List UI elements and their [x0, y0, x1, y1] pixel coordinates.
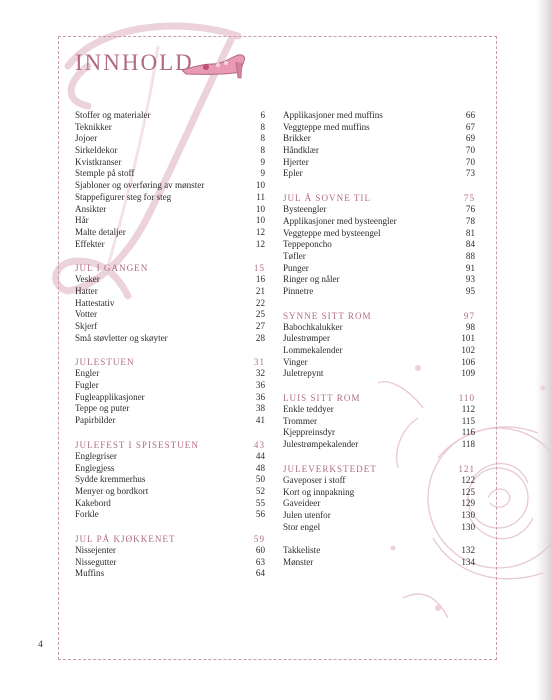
entry-label: Punger — [283, 262, 309, 273]
toc-entry — [75, 227, 265, 239]
entry-label: Englegjess — [75, 462, 115, 473]
section-page-number: 43 — [253, 439, 265, 450]
entry-label: Håndklær — [283, 145, 319, 156]
entry-page-number: 66 — [465, 110, 475, 120]
entry-page-number: 8 — [260, 145, 265, 156]
entry-page-number: 122 — [461, 474, 475, 485]
toc-entry — [75, 286, 265, 298]
toc-section-heading — [283, 380, 475, 404]
toc-entry — [283, 286, 475, 298]
entry-page-number: 134 — [461, 556, 475, 567]
toc-entry — [283, 345, 475, 357]
entry-page-number: 102 — [461, 345, 475, 355]
toc-entry — [283, 522, 475, 534]
entry-label: Stappefigurer steg for steg — [75, 191, 172, 202]
toc-entry — [75, 498, 265, 510]
toc-entry — [75, 474, 265, 486]
toc-entry — [283, 333, 475, 345]
entry-page-number: 60 — [255, 544, 265, 555]
entry-page-number: 73 — [465, 168, 475, 179]
toc-entry — [75, 309, 265, 321]
entry-label: Veggteppe med bysteengel — [283, 227, 381, 238]
toc-entry — [283, 228, 475, 240]
toc-entry — [283, 251, 475, 263]
entry-page-number: 8 — [260, 121, 265, 132]
entry-label: Applikasjoner med muffins — [283, 110, 383, 120]
entry-page-number: 129 — [461, 498, 475, 509]
toc-entry — [75, 392, 265, 404]
entry-page-number: 50 — [255, 474, 265, 485]
entry-page-number: 10 — [255, 203, 265, 214]
entry-page-number: 81 — [465, 227, 475, 238]
toc-entry — [75, 451, 265, 463]
entry-page-number: 52 — [255, 485, 265, 496]
entry-page-number: 28 — [255, 332, 265, 343]
toc-entry — [75, 110, 265, 122]
entry-page-number: 44 — [255, 450, 265, 461]
entry-label: Julestrømper — [283, 333, 330, 344]
entry-label: Teppeponcho — [283, 239, 332, 250]
entry-page-number: 12 — [255, 226, 265, 237]
entry-page-number: 55 — [255, 497, 265, 508]
entry-label: Nissegutter — [75, 556, 117, 567]
entry-label: Skjerf — [75, 321, 98, 331]
entry-page-number: 6 — [260, 110, 265, 120]
entry-page-number: 130 — [461, 509, 475, 520]
entry-page-number: 78 — [465, 215, 475, 226]
entry-label: Babochkalukker — [283, 321, 343, 332]
toc-section-heading — [283, 451, 475, 475]
entry-page-number: 16 — [255, 274, 265, 285]
toc-entry — [283, 274, 475, 286]
high-heel-shoe-icon — [178, 50, 248, 80]
entry-page-number: 22 — [255, 297, 265, 308]
entry-page-number: 130 — [461, 521, 475, 532]
entry-label: Applikasjoner med bysteengler — [283, 215, 397, 226]
toc-entry — [75, 415, 265, 427]
entry-label: Epler — [283, 168, 303, 179]
toc-entry — [283, 204, 475, 216]
toc-entry — [75, 204, 265, 216]
entry-label: Fugleapplikasjoner — [75, 391, 145, 402]
entry-page-number: 101 — [461, 333, 475, 344]
entry-label: Teknikker — [75, 121, 112, 132]
section-label: JULEVERKSTEDET — [283, 463, 377, 474]
entry-label: Stor engel — [283, 521, 321, 532]
toc-entry — [283, 157, 475, 169]
entry-label: Ringer og nåler — [283, 274, 340, 285]
section-label: JUL PÅ KJØKKENET — [75, 533, 176, 544]
toc-entry — [283, 475, 475, 487]
entry-page-number: 56 — [255, 509, 265, 520]
entry-page-number: 132 — [461, 544, 475, 555]
entry-page-number: 41 — [255, 415, 265, 426]
entry-label: Takkeliste — [283, 544, 321, 555]
entry-page-number: 25 — [255, 309, 265, 320]
entry-page-number: 36 — [255, 391, 265, 402]
toc-section-heading — [75, 344, 265, 368]
entry-label: Vesker — [75, 274, 100, 285]
entry-label: Gaveposer i stoff — [283, 474, 346, 485]
entry-label: Forkle — [75, 509, 99, 520]
entry-label: Engler — [75, 368, 100, 379]
entry-page-number: 125 — [461, 486, 475, 497]
section-page-number: 121 — [458, 463, 475, 474]
toc-entry — [75, 180, 265, 192]
entry-label: Kvistkranser — [75, 156, 122, 167]
entry-page-number: 88 — [465, 250, 475, 261]
toc-section-heading — [283, 298, 475, 322]
entry-page-number: 27 — [255, 321, 265, 331]
toc-entry — [75, 122, 265, 134]
toc-section-heading — [75, 427, 265, 451]
toc-entry — [283, 416, 475, 428]
entry-label: Menyer og bordkort — [75, 485, 149, 496]
entry-label: Mønster — [283, 556, 314, 567]
toc-entry — [75, 321, 265, 333]
toc-entry — [283, 510, 475, 522]
entry-label: Sydde kremmerhus — [75, 474, 146, 485]
section-page-number: 15 — [253, 263, 265, 274]
section-page-number: 75 — [463, 193, 475, 204]
entry-label: Enkle teddyer — [283, 404, 334, 415]
entry-page-number: 112 — [461, 404, 475, 415]
toc-entry — [75, 274, 265, 286]
toc-spacer — [283, 533, 475, 545]
entry-page-number: 109 — [461, 368, 475, 379]
toc-right-column — [283, 110, 475, 568]
toc-entry — [283, 216, 475, 228]
toc-entry — [75, 463, 265, 475]
section-label: JULEFEST I SPISESTUEN — [75, 439, 199, 450]
entry-label: Gaveideer — [283, 498, 321, 509]
toc-section-heading — [75, 250, 265, 274]
toc-entry — [283, 263, 475, 275]
entry-page-number: 10 — [255, 215, 265, 226]
entry-label: Vinger — [283, 356, 308, 367]
entry-label: Teppe og puter — [75, 403, 130, 414]
toc-entry — [283, 133, 475, 145]
entry-label: Hattestativ — [75, 297, 115, 308]
toc-entry — [283, 404, 475, 416]
entry-page-number: 70 — [465, 145, 475, 156]
toc-entry — [75, 486, 265, 498]
toc-entry — [75, 157, 265, 169]
entry-page-number: 48 — [255, 462, 265, 473]
toc-entry — [283, 427, 475, 439]
toc-entry — [75, 192, 265, 204]
section-page-number: 97 — [463, 310, 475, 321]
entry-label: Pinnetre — [283, 285, 314, 296]
toc-entry — [283, 110, 475, 122]
entry-label: Små støvletter og skøyter — [75, 332, 168, 343]
toc-entry — [283, 145, 475, 157]
entry-page-number: 115 — [461, 415, 475, 426]
toc-entry — [75, 368, 265, 380]
entry-page-number: 95 — [465, 285, 475, 296]
entry-page-number: 106 — [461, 356, 475, 367]
toc-section-heading — [75, 521, 265, 545]
page-number: 4 — [38, 640, 43, 650]
entry-page-number: 8 — [260, 133, 265, 144]
entry-page-number: 93 — [465, 274, 475, 285]
entry-page-number: 32 — [255, 368, 265, 379]
entry-label: Julestrømpekalender — [283, 439, 359, 450]
entry-page-number: 11 — [256, 191, 265, 202]
toc-entry — [75, 168, 265, 180]
entry-page-number: 70 — [465, 156, 475, 167]
entry-label: Kakebord — [75, 497, 111, 508]
toc-entry — [75, 509, 265, 521]
section-label: JULESTUEN — [75, 357, 135, 368]
section-label: SYNNE SITT ROM — [283, 310, 372, 321]
entry-label: Votter — [75, 309, 98, 320]
entry-label: Trommer — [283, 415, 318, 426]
entry-label: Stemple på stoff — [75, 168, 135, 179]
toc-entry — [75, 145, 265, 157]
page-title: INNHOLD — [75, 50, 194, 75]
entry-page-number: 63 — [255, 556, 265, 567]
toc-entry — [75, 557, 265, 569]
entry-page-number: 91 — [465, 262, 475, 273]
entry-label: Effekter — [75, 238, 105, 249]
entry-label: Bysteengler — [283, 204, 327, 215]
toc-entry — [283, 357, 475, 369]
section-label: JUL I GANGEN — [75, 263, 149, 274]
toc-entry — [283, 122, 475, 134]
toc-entry — [283, 239, 475, 251]
entry-label: Brikker — [283, 133, 311, 144]
entry-label: Englegriser — [75, 450, 117, 461]
toc-entry — [75, 298, 265, 310]
entry-label: Hjerter — [283, 156, 309, 167]
toc-left-column — [75, 110, 265, 580]
entry-page-number: 118 — [461, 439, 475, 450]
toc-entry — [283, 368, 475, 380]
toc-entry — [283, 498, 475, 510]
toc-entry — [283, 168, 475, 180]
entry-label: Stoffer og materialer — [75, 110, 151, 120]
entry-label: Fugler — [75, 380, 99, 391]
entry-label: Sirkeldekor — [75, 145, 118, 156]
toc-entry — [75, 380, 265, 392]
entry-page-number: 76 — [465, 204, 475, 215]
section-label: LUIS SITT ROM — [283, 393, 361, 404]
entry-label: Sjabloner og overføring av mønster — [75, 180, 205, 191]
entry-page-number: 12 — [255, 238, 265, 249]
entry-label: Muffins — [75, 568, 105, 579]
entry-page-number: 84 — [465, 239, 475, 250]
section-page-number: 59 — [253, 533, 265, 544]
entry-label: Julen utenfor — [283, 509, 331, 520]
entry-page-number: 98 — [465, 321, 475, 332]
entry-label: Hatter — [75, 285, 98, 296]
entry-label: Lommekalender — [283, 345, 343, 355]
entry-label: Jojoer — [75, 133, 98, 144]
toc-entry — [283, 557, 475, 569]
entry-page-number: 9 — [260, 156, 265, 167]
entry-label: Papirbilder — [75, 415, 116, 426]
section-page-number: 110 — [458, 393, 475, 404]
entry-label: Hår — [75, 215, 89, 226]
toc-entry — [75, 333, 265, 345]
toc-entry — [75, 403, 265, 415]
toc-entry — [75, 133, 265, 145]
entry-label: Juletrepynt — [283, 368, 324, 379]
entry-page-number: 38 — [255, 403, 265, 414]
entry-page-number: 36 — [255, 380, 265, 391]
toc-entry — [283, 545, 475, 557]
toc-section-heading — [283, 180, 475, 204]
toc-entry — [283, 322, 475, 334]
entry-page-number: 67 — [465, 121, 475, 132]
entry-page-number: 116 — [461, 427, 475, 438]
entry-page-number: 9 — [260, 168, 265, 179]
entry-page-number: 10 — [255, 180, 265, 191]
entry-label: Kjeppreinsdyr — [283, 427, 336, 438]
entry-label: Nissejenter — [75, 544, 116, 555]
toc-entry — [75, 239, 265, 251]
entry-label: Ansikter — [75, 203, 107, 214]
section-page-number: 31 — [253, 357, 265, 368]
toc-entry — [283, 439, 475, 451]
entry-page-number: 64 — [255, 568, 265, 579]
entry-page-number: 69 — [465, 133, 475, 144]
entry-label: Veggteppe med muffins — [283, 121, 370, 132]
toc-entry — [283, 487, 475, 499]
toc-entry — [75, 215, 265, 227]
entry-label: Malte detaljer — [75, 226, 126, 237]
toc-entry — [75, 568, 265, 580]
entry-label: Tøfler — [283, 250, 306, 261]
toc-entry — [75, 545, 265, 557]
entry-page-number: 21 — [255, 285, 265, 296]
entry-label: Kort og innpakning — [283, 486, 355, 497]
section-label: JUL Å SOVNE TIL — [283, 193, 371, 204]
